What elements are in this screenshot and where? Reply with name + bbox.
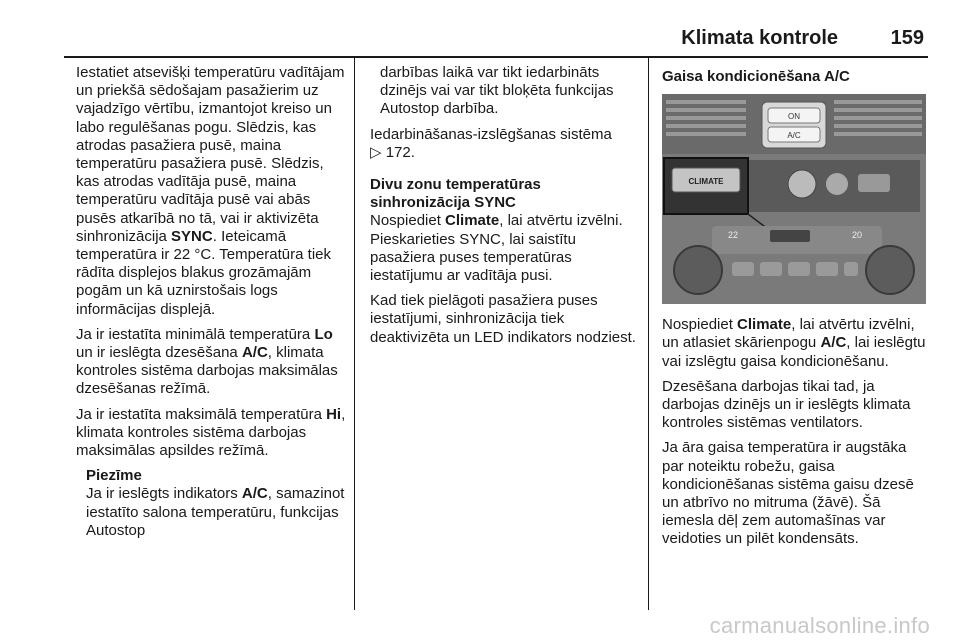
paragraph: Dzesēšana darbojas tikai tad, ja darbojas dzinējs un ir ieslēgts klimata kontroles sistēmas ventilators. xyxy=(662,377,911,432)
paragraph: Ja āra gaisa temperatūra ir augstāka par noteiktu robežu, gaisa kondicionēšanas sistēma gaisu dzesē un atbrīvo no mitruma (žāvē). Šā iemesla dēļ zem automašīnas var veidoties un pilēt kondensāts. xyxy=(662,439,914,548)
climate-control-photo xyxy=(662,94,926,304)
watermark: carmanualsonline.info xyxy=(709,613,930,638)
climate-button-label: CLIMATE xyxy=(688,177,724,187)
page-title: Klimata kontrole xyxy=(681,27,838,49)
column-3 xyxy=(662,64,928,556)
right-temp-label: 20 xyxy=(852,230,863,241)
section-heading: Divu zonu temperatūras sinhronizācija SYNC xyxy=(370,176,541,212)
note-text: Ja ir ieslēgts indikators A/C, samazinot iestatīto salona temperatūru, funkcijas Autostop xyxy=(86,485,345,539)
paragraph: Iedarbināšanas-izslēgšanas sistēma ▷ 172. xyxy=(370,125,612,161)
left-temp-label: 22 xyxy=(728,230,739,241)
page-ref-icon: ▷ xyxy=(370,143,382,161)
column-2 xyxy=(370,64,642,354)
paragraph: Kad tiek pielāgoti pasažiera puses iestatījumi, sinhronizācija tiek deaktivizēta un LED indikators nodziest. xyxy=(370,292,636,346)
paragraph: Nospiediet Climate, lai atvērtu izvēlni, un atlasiet skārienpogu A/C, lai ieslēgtu vai izslēgtu gaisa kondicionēšanu. xyxy=(662,316,926,370)
note-box xyxy=(76,467,348,540)
paragraph: Ja ir iestatīta minimālā temperatūra Lo un ir ieslēgta dzesēšana A/C, klimata kontroles sistēma darbojas maksimālas dzesēšanas režīmā. xyxy=(76,325,338,398)
column-1 xyxy=(76,64,348,540)
ac-button-label: A/C xyxy=(787,131,801,141)
paragraph: Ja ir iestatīta maksimālā temperatūra Hi, klimata kontroles sistēma darbojas maksimālas apsildes režīmā. xyxy=(76,405,346,460)
section-heading: Gaisa kondicionēšana A/C xyxy=(662,68,850,85)
note-continuation: darbības laikā var tikt iedarbināts dzinējs vai var tikt bloķēta funkcijas Autostop darbība. xyxy=(380,64,614,118)
column-divider-2 xyxy=(648,58,649,610)
header-rule xyxy=(64,56,928,58)
column-divider-1 xyxy=(354,58,355,610)
note-title: Piezīme xyxy=(86,467,142,485)
paragraph: Iestatiet atsevišķi temperatūru vadītājam un priekšā sēdošajam pasažierim uz vajadzīgo vērtību, izmantojot kreiso un labo regulēšanas pogu. Slēdzis, kas atrodas pasažiera pusē, maina temperatūru pasažiera pusē. Slēdzis, kas atrodas vadītāja pusē, maina temperatūru vadītāja pusē vai abās pusēs atkarībā no tā, vai ir aktivizēta sinhronizācija SYNC. Ieteicamā temperatūra ir 22 °C. Temperatūra tiek rādīta displejos blakus grozāmajām pogām un kā uznirstošais logs informācijas displejā. xyxy=(76,64,345,318)
on-button-label: ON xyxy=(788,112,800,122)
page-number: 159 xyxy=(890,27,924,49)
paragraph: Nospiediet Climate, lai atvērtu izvēlni. Pieskarieties SYNC, lai saistītu pasažiera puses temperatūras iestatījumu ar vadītāja pusi. xyxy=(370,212,623,285)
